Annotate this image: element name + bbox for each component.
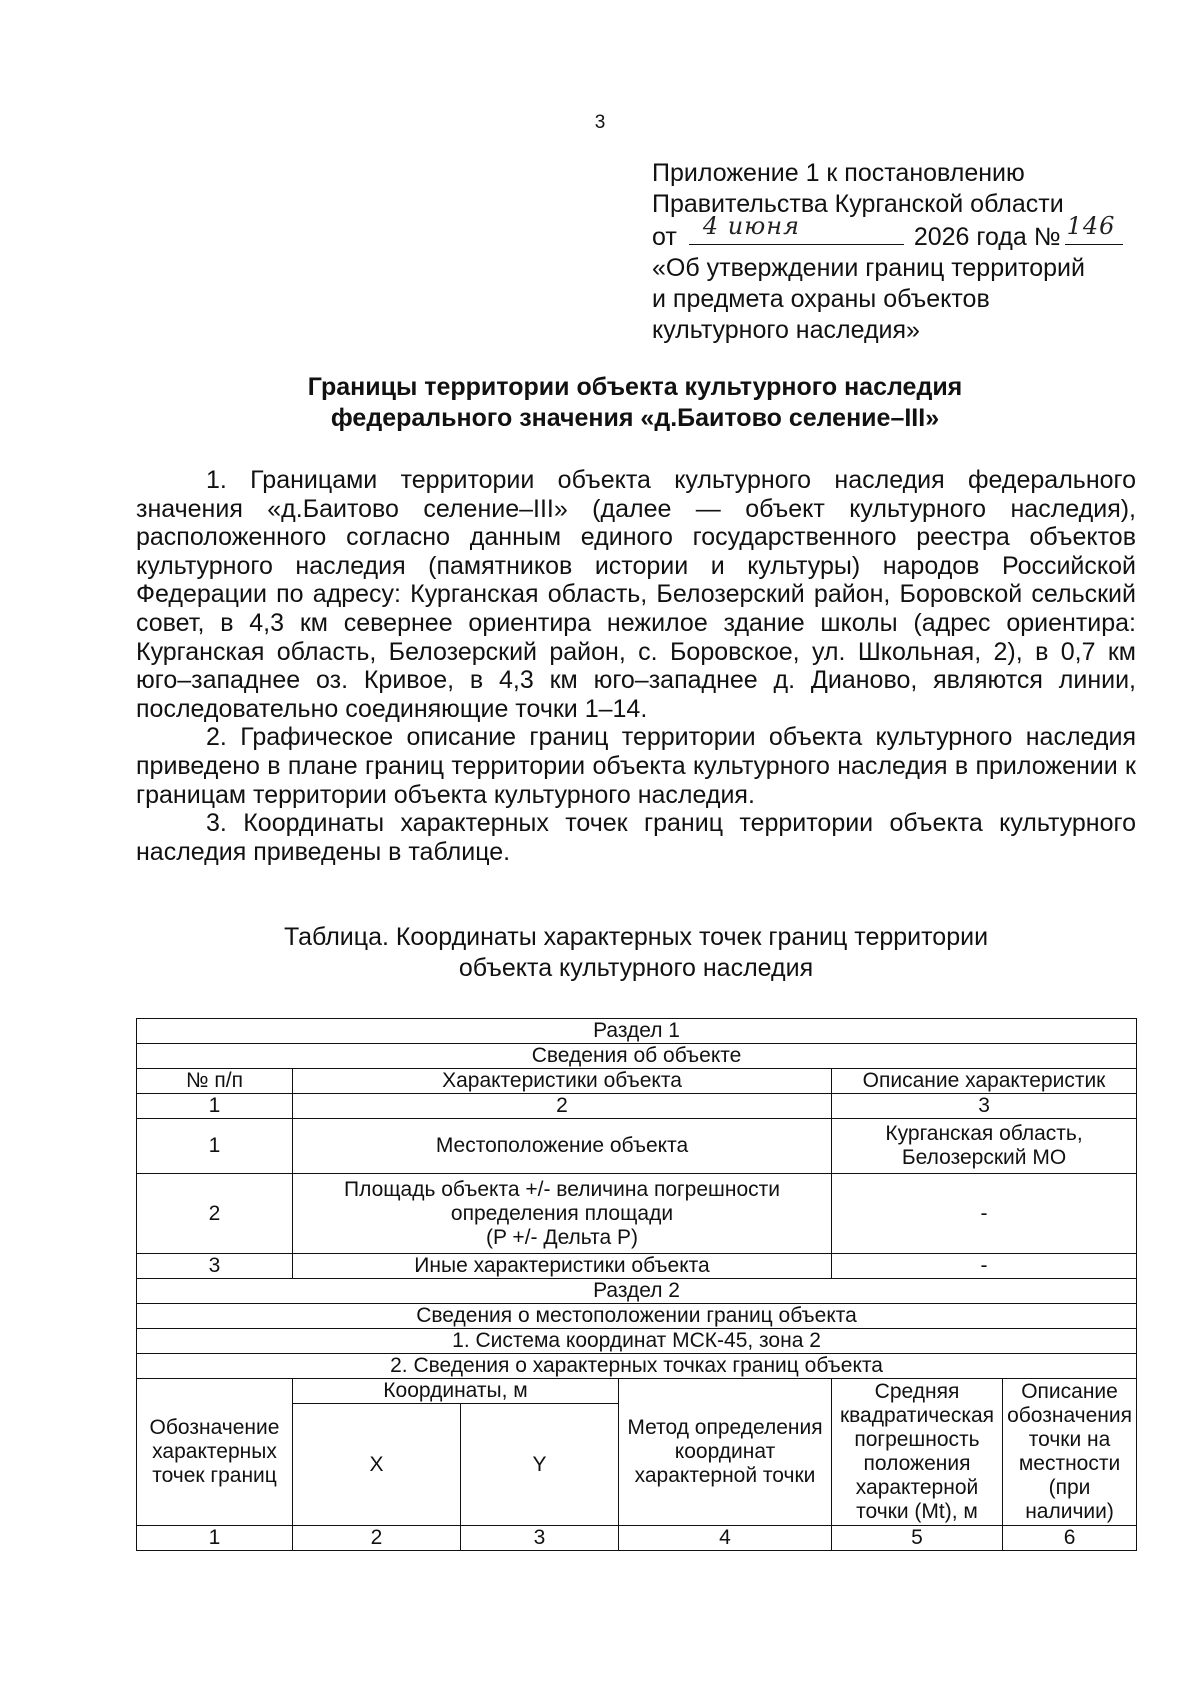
paragraph-1: 1. Границами территории объекта культурного наследия федерального значения «д.Баитово селение–III» (далее — объект культурного наследия), расположенного согласно данным единого государственного реестра объектов культурного наследия (памятников истории и культуры) народов Российской Федерации по адресу: Курганская область, Белозерский район, Боровской сельский совет, в 4,3 км севернее ориентира нежилое здание школы (адрес ориентира: Курганская область, Белозерский район, с. Боровское, ул. Школьная, 2), в 0,7 км юго–западнее оз. Кривое, в 4,3 км юго–западнее д. Дианово, являются линии, последовательно соединяющие точки 1–14. [136,466,1136,723]
body-text [136,466,1136,866]
header-error: Средняя квадратическая погрешность положения характерной точки (Mt), м [832,1379,1003,1526]
col-header-description: Описание характеристик [832,1069,1137,1094]
table-row [137,1526,1137,1551]
row-number: 3 [137,1254,293,1279]
section-1-title: Сведения об объекте [137,1044,1137,1069]
table-row [137,1044,1137,1069]
annex-header [652,158,1172,346]
date-field [689,212,904,245]
table-row [137,1019,1137,1044]
handwritten-date: 4 июня [702,212,800,240]
row-characteristic-line: (P +/- Дельта P) [485,1225,639,1249]
points-section-title: 2. Сведения о характерных точках границ объекта [137,1354,1137,1379]
annex-date-line [652,212,1172,253]
row-description: - [832,1254,1137,1279]
column-index: 3 [461,1526,619,1551]
header-point-description: Описание обозначения точки на местности (при наличии) [1003,1379,1137,1526]
row-characteristic [293,1174,832,1254]
section-2-title: Сведения о местоположении границ объекта [137,1304,1137,1329]
column-index: 2 [293,1526,461,1551]
annex-line-2: Правительства Курганской области [652,190,1064,218]
col-header-characteristics: Характеристики объекта [293,1069,832,1094]
column-index: 6 [1003,1526,1137,1551]
annex-subject-line-1: «Об утверждении границ территорий [652,254,1085,282]
column-index: 1 [137,1526,293,1551]
section-2-heading: Раздел 2 [137,1279,1137,1304]
row-description [832,1119,1137,1174]
header-designation: Обозначение характерных точек границ [137,1379,293,1526]
row-characteristic-line: определения площади [450,1201,674,1225]
table-row [137,1069,1137,1094]
table-row [137,1174,1137,1254]
table-caption-line-2: объекта культурного наследия [458,954,814,982]
title-line-1: Границы территории объекта культурного наследия [307,373,963,401]
table-row [137,1329,1137,1354]
header-x: X [293,1404,461,1526]
table-row [137,1254,1137,1279]
table-caption-line-1: Таблица. Координаты характерных точек границ территории [283,923,989,951]
document-title [0,372,1200,434]
table-row [137,1304,1137,1329]
row-characteristic: Местоположение объекта [293,1119,832,1174]
index-cell: 2 [293,1094,832,1119]
row-characteristic-line: Площадь объекта +/- величина погрешности [343,1177,781,1201]
table-row [137,1279,1137,1304]
coordinates-table [136,1018,1137,1551]
index-cell: 1 [137,1094,293,1119]
header-coordinates: Координаты, м [293,1379,619,1404]
table-row [137,1094,1137,1119]
handwritten-number: 146 [1066,212,1116,240]
annex-line-1: Приложение 1 к постановлению [652,159,1025,187]
section-1-heading: Раздел 1 [137,1019,1137,1044]
col-header-num: № п/п [137,1069,293,1094]
table-row [137,1119,1137,1174]
row-description-line: Белозерский МО [901,1146,1067,1169]
column-index: 4 [619,1526,832,1551]
page-number: 3 [594,112,606,133]
row-description-line: Курганская область, [885,1122,1083,1145]
title-line-2: федерального значения «д.Баитово селение–III» [330,404,940,432]
column-index: 5 [832,1526,1003,1551]
annex-subject-line-2: и предмета охраны объектов [652,285,990,313]
header-method: Метод определения координат характерной точки [619,1379,832,1526]
table-row [137,1354,1137,1379]
row-number: 2 [137,1174,293,1254]
row-number: 1 [137,1119,293,1174]
header-y: Y [461,1404,619,1526]
annex-year-label: 2026 года № [913,223,1061,251]
paragraph-2: 2. Графическое описание границ территории объекта культурного наследия приведено в плане границ территории объекта культурного наследия в приложении к границам территории объекта культурного наследия. [136,723,1136,809]
annex-from-label: от [652,223,677,251]
coordinate-system: 1. Система координат МСК-45, зона 2 [137,1329,1137,1354]
annex-subject-line-3: культурного наследия» [652,316,920,344]
paragraph-3: 3. Координаты характерных точек границ территории объекта культурного наследия приведены в таблице. [136,809,1136,866]
index-cell: 3 [832,1094,1137,1119]
row-characteristic: Иные характеристики объекта [293,1254,832,1279]
row-description: - [832,1174,1137,1254]
number-field [1065,212,1123,245]
table-row [137,1379,1137,1404]
table-caption [136,922,1136,984]
